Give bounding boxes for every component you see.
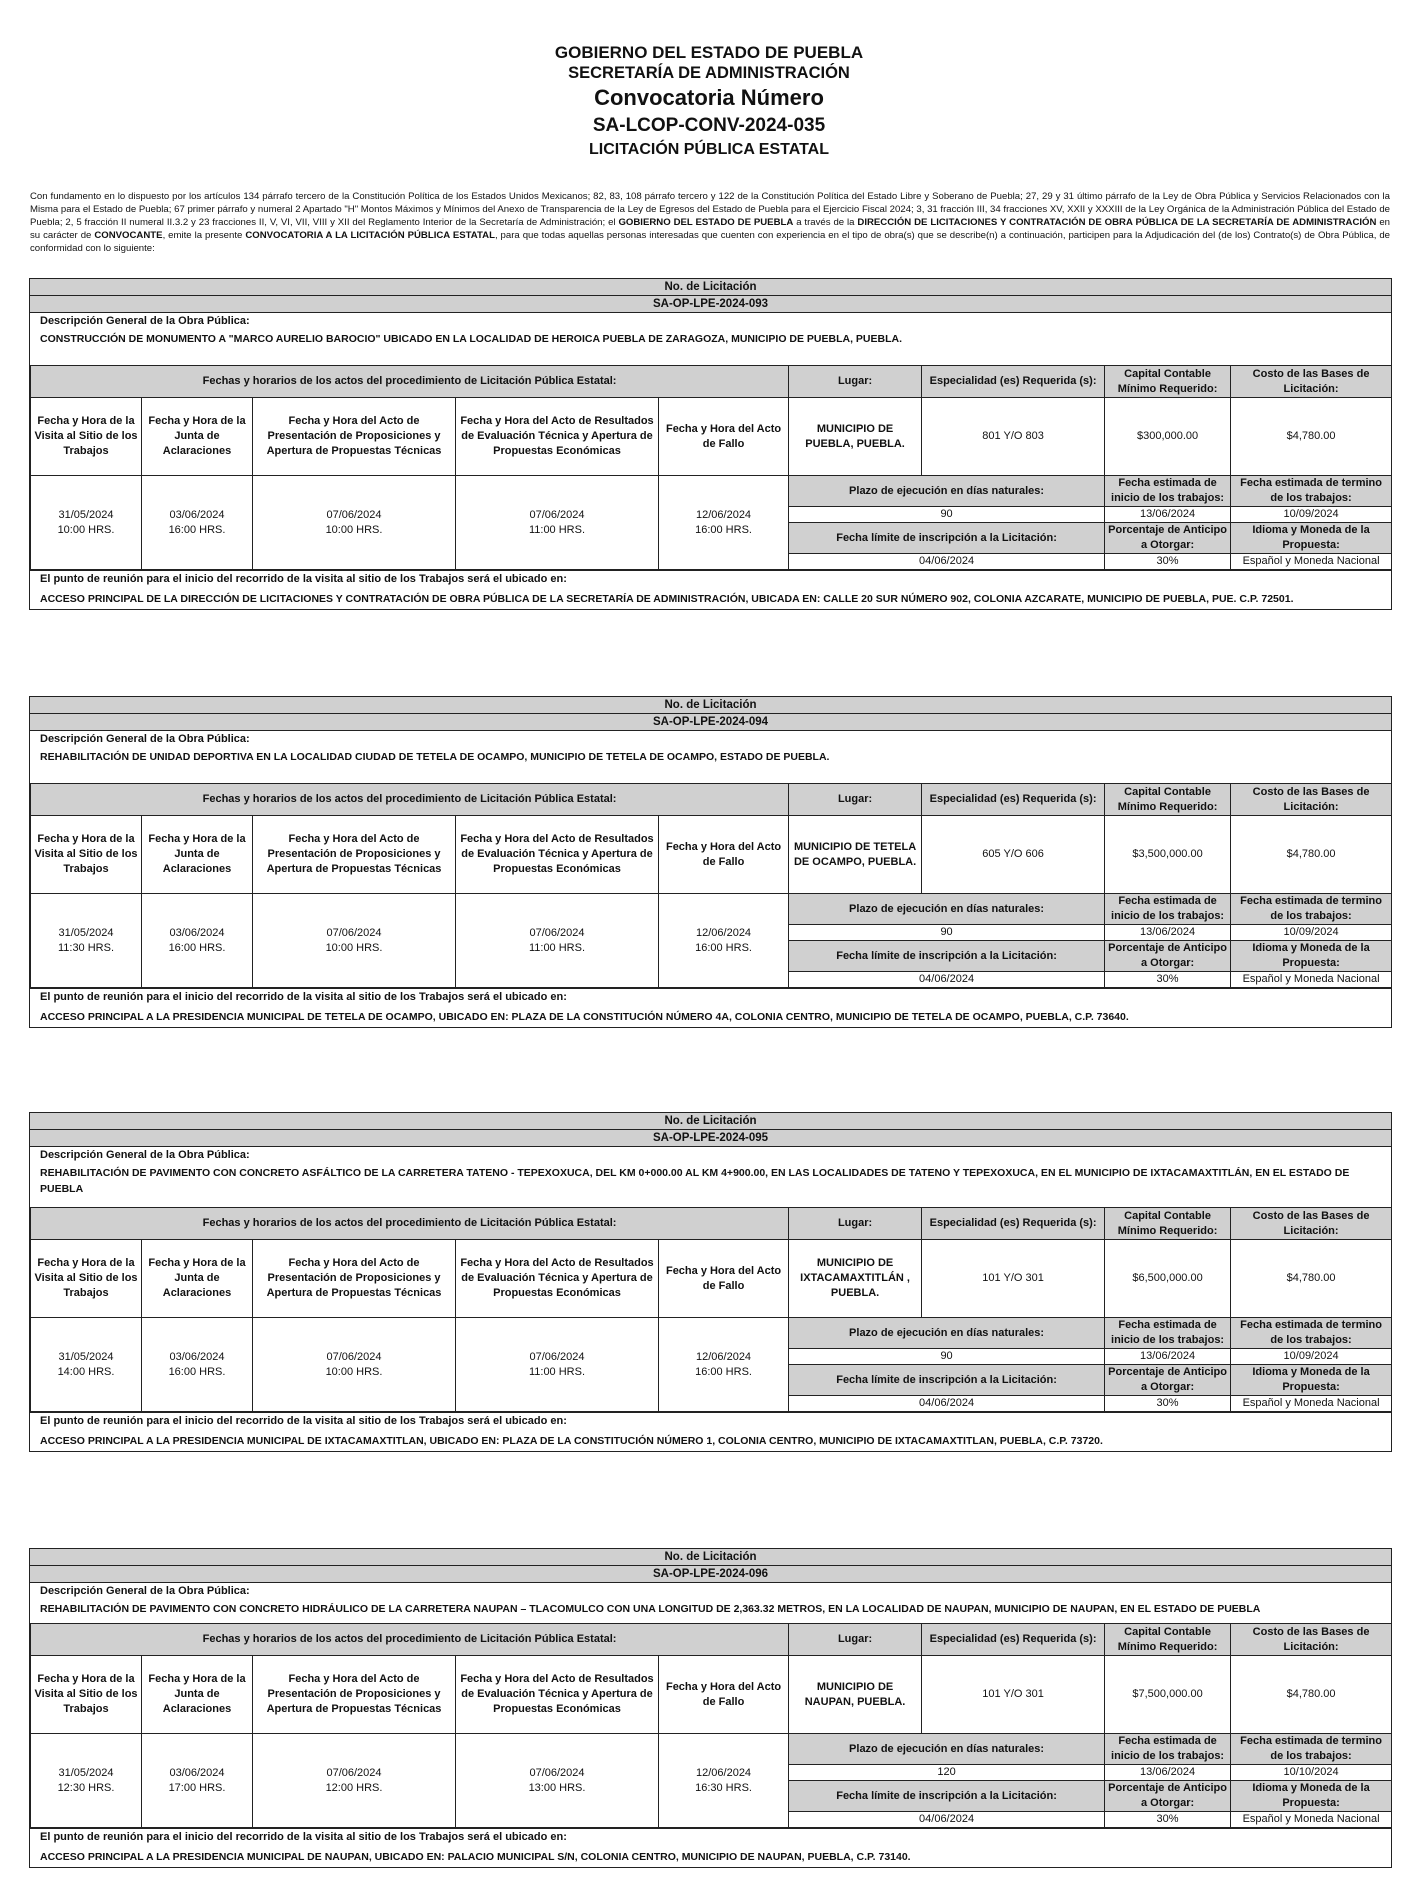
presentacion-value: 07/06/2024 10:00 HRS. — [253, 1318, 456, 1412]
lugar-header: Lugar: — [789, 1624, 922, 1656]
document-header — [0, 0, 1418, 161]
idioma-value: Español y Moneda Nacional — [1231, 972, 1392, 988]
inicio-value: 13/06/2024 — [1105, 507, 1231, 523]
capital-header: Capital Contable Mínimo Requerido: — [1105, 1624, 1231, 1656]
junta-header: Fecha y Hora de la Junta de Aclaraciones — [142, 398, 253, 476]
costo-header: Costo de las Bases de Licitación: — [1231, 366, 1392, 398]
capital-header: Capital Contable Mínimo Requerido: — [1105, 784, 1231, 816]
limite-value: 04/06/2024 — [789, 1396, 1105, 1412]
inicio-header: Fecha estimada de inicio de los trabajos: — [1105, 476, 1231, 507]
lugar-header: Lugar: — [789, 784, 922, 816]
resultados-header: Fecha y Hora del Acto de Resultados de Evaluación Técnica y Apertura de Propuestas Económicas — [456, 1656, 659, 1734]
fechas-horarios-header: Fechas y horarios de los actos del procedimiento de Licitación Pública Estatal: — [31, 1624, 789, 1656]
termino-header: Fecha estimada de termino de los trabajos: — [1231, 1734, 1392, 1765]
junta-header: Fecha y Hora de la Junta de Aclaraciones — [142, 816, 253, 894]
visita-value: 31/05/2024 10:00 HRS. — [31, 476, 142, 570]
especialidad-value: 605 Y/O 606 — [922, 816, 1105, 894]
idioma-header: Idioma y Moneda de la Propuesta: — [1231, 523, 1392, 554]
plazo-header: Plazo de ejecución en días naturales: — [789, 476, 1105, 507]
fechas-horarios-header: Fechas y horarios de los actos del procedimiento de Licitación Pública Estatal: — [31, 1208, 789, 1240]
costo-value: $4,780.00 — [1231, 398, 1392, 476]
descripcion-text: REHABILITACIÓN DE PAVIMENTO CON CONCRETO HIDRÁULICO DE LA CARRETERA NAUPAN – TLACOMULCO CON UNA LONGITUD DE 2,363.32 METROS, EN LA LOCALIDAD DE NAUPAN, MUNICIPIO DE NAUPAN, EN EL ESTADO DE PUEBLA — [40, 1603, 1261, 1615]
inicio-value: 13/06/2024 — [1105, 925, 1231, 941]
no-licitacion-label: No. de Licitación — [30, 1113, 1391, 1130]
idioma-value: Español y Moneda Nacional — [1231, 554, 1392, 570]
capital-header: Capital Contable Mínimo Requerido: — [1105, 366, 1231, 398]
capital-value: $3,500,000.00 — [1105, 816, 1231, 894]
lugar-value: MUNICIPIO DE NAUPAN, PUEBLA. — [789, 1656, 922, 1734]
licitacion-number: SA-OP-LPE-2024-095 — [30, 1130, 1391, 1147]
limite-value: 04/06/2024 — [789, 972, 1105, 988]
presentacion-header: Fecha y Hora del Acto de Presentación de Proposiciones y Apertura de Propuestas Técnicas — [253, 398, 456, 476]
resultados-value: 07/06/2024 13:00 HRS. — [456, 1734, 659, 1828]
no-licitacion-label: No. de Licitación — [30, 697, 1391, 714]
fallo-value: 12/06/2024 16:00 HRS. — [659, 1318, 789, 1412]
lugar-header: Lugar: — [789, 366, 922, 398]
anticipo-value: 30% — [1105, 1396, 1231, 1412]
plazo-header: Plazo de ejecución en días naturales: — [789, 894, 1105, 925]
punto-reunion-label: El punto de reunión para el inicio del recorrido de la visita al sitio de los Trabajos será el ubicado en: — [30, 988, 1391, 1005]
termino-value: 10/10/2024 — [1231, 1765, 1392, 1781]
visita-value: 31/05/2024 11:30 HRS. — [31, 894, 142, 988]
no-licitacion-label: No. de Licitación — [30, 1549, 1391, 1566]
visita-header: Fecha y Hora de la Visita al Sitio de los Trabajos — [31, 1656, 142, 1734]
descripcion-text: REHABILITACIÓN DE UNIDAD DEPORTIVA EN LA LOCALIDAD CIUDAD DE TETELA DE OCAMPO, MUNICIPIO DE TETELA DE OCAMPO, ESTADO DE PUEBLA. — [40, 751, 830, 763]
idioma-value: Español y Moneda Nacional — [1231, 1812, 1392, 1828]
termino-value: 10/09/2024 — [1231, 925, 1392, 941]
especialidad-value: 801 Y/O 803 — [922, 398, 1105, 476]
header-secretariat: SECRETARÍA DE ADMINISTRACIÓN — [568, 64, 850, 82]
fallo-value: 12/06/2024 16:00 HRS. — [659, 894, 789, 988]
lugar-value: MUNICIPIO DE TETELA DE OCAMPO, PUEBLA. — [789, 816, 922, 894]
termino-header: Fecha estimada de termino de los trabajos: — [1231, 894, 1392, 925]
inicio-header: Fecha estimada de inicio de los trabajos: — [1105, 1318, 1231, 1349]
especialidad-value: 101 Y/O 301 — [922, 1240, 1105, 1318]
idioma-value: Español y Moneda Nacional — [1231, 1396, 1392, 1412]
licitacion-block — [29, 1112, 1392, 1452]
costo-value: $4,780.00 — [1231, 816, 1392, 894]
descripcion-text: CONSTRUCCIÓN DE MONUMENTO A "MARCO AURELIO BAROCIO" UBICADO EN LA LOCALIDAD DE HEROICA PUEBLA DE ZARAGOZA, MUNICIPIO DE PUEBLA, PUEBLA. — [40, 333, 903, 345]
junta-header: Fecha y Hora de la Junta de Aclaraciones — [142, 1240, 253, 1318]
idioma-header: Idioma y Moneda de la Propuesta: — [1231, 1781, 1392, 1812]
anticipo-header: Porcentaje de Anticipo a Otorgar: — [1105, 941, 1231, 972]
punto-reunion-text: ACCESO PRINCIPAL A LA PRESIDENCIA MUNICIPAL DE TETELA DE OCAMPO, UBICADO EN: PLAZA DE LA CONSTITUCIÓN NÚMERO 4A, COLONIA CENTRO, MUNICIPIO DE TETELA DE OCAMPO, PUEBLA, C.P. 73640. — [40, 1011, 1129, 1023]
capital-value: $6,500,000.00 — [1105, 1240, 1231, 1318]
junta-value: 03/06/2024 16:00 HRS. — [142, 1318, 253, 1412]
anticipo-header: Porcentaje de Anticipo a Otorgar: — [1105, 1781, 1231, 1812]
fallo-header: Fecha y Hora del Acto de Fallo — [659, 1240, 789, 1318]
costo-value: $4,780.00 — [1231, 1656, 1392, 1734]
capital-header: Capital Contable Mínimo Requerido: — [1105, 1208, 1231, 1240]
plazo-value: 90 — [789, 925, 1105, 941]
punto-reunion-text: ACCESO PRINCIPAL A LA PRESIDENCIA MUNICIPAL DE NAUPAN, UBICADO EN: PALACIO MUNICIPAL S/N, COLONIA CENTRO, MUNICIPIO DE NAUPAN, PUEBLA, C.P. 73140. — [40, 1851, 911, 1863]
costo-header: Costo de las Bases de Licitación: — [1231, 1208, 1392, 1240]
inicio-value: 13/06/2024 — [1105, 1349, 1231, 1365]
especialidad-header: Especialidad (es) Requerida (s): — [922, 1208, 1105, 1240]
termino-value: 10/09/2024 — [1231, 507, 1392, 523]
fechas-horarios-header: Fechas y horarios de los actos del procedimiento de Licitación Pública Estatal: — [31, 784, 789, 816]
plazo-header: Plazo de ejecución en días naturales: — [789, 1734, 1105, 1765]
inicio-header: Fecha estimada de inicio de los trabajos: — [1105, 1734, 1231, 1765]
anticipo-header: Porcentaje de Anticipo a Otorgar: — [1105, 1365, 1231, 1396]
capital-value: $300,000.00 — [1105, 398, 1231, 476]
visita-value: 31/05/2024 14:00 HRS. — [31, 1318, 142, 1412]
anticipo-value: 30% — [1105, 554, 1231, 570]
plazo-value: 120 — [789, 1765, 1105, 1781]
capital-value: $7,500,000.00 — [1105, 1656, 1231, 1734]
termino-header: Fecha estimada de termino de los trabajos: — [1231, 1318, 1392, 1349]
no-licitacion-label: No. de Licitación — [30, 279, 1391, 296]
header-government: GOBIERNO DEL ESTADO DE PUEBLA — [554, 43, 864, 62]
licitacion-table — [30, 783, 1392, 988]
anticipo-value: 30% — [1105, 972, 1231, 988]
junta-value: 03/06/2024 16:00 HRS. — [142, 894, 253, 988]
descripcion-text: REHABILITACIÓN DE PAVIMENTO CON CONCRETO ASFÁLTICO DE LA CARRETERA TATENO - TEPEXOXUCA, DEL KM 0+000.00 AL KM 4+900.00, EN LAS LOCALIDADES DE TATENO Y TEPEXOXUCA, EN EL MUNICIPIO DE IXTACAMAXTITLÁN, EN EL ESTADO DE PUEBLA — [40, 1167, 1350, 1195]
licitacion-block — [29, 696, 1392, 1028]
punto-reunion-label: El punto de reunión para el inicio del recorrido de la visita al sitio de los Trabajos será el ubicado en: — [30, 1828, 1391, 1845]
limite-header: Fecha límite de inscripción a la Licitación: — [789, 523, 1105, 554]
visita-value: 31/05/2024 12:30 HRS. — [31, 1734, 142, 1828]
descripcion-label: Descripción General de la Obra Pública: — [40, 315, 250, 327]
termino-value: 10/09/2024 — [1231, 1349, 1392, 1365]
header-convocatoria-label: Convocatoria Número — [594, 85, 824, 110]
licitacion-block — [29, 278, 1392, 610]
licitacion-table — [30, 1623, 1392, 1828]
costo-value: $4,780.00 — [1231, 1240, 1392, 1318]
lugar-header: Lugar: — [789, 1208, 922, 1240]
presentacion-header: Fecha y Hora del Acto de Presentación de Proposiciones y Apertura de Propuestas Técnicas — [253, 1240, 456, 1318]
especialidad-value: 101 Y/O 301 — [922, 1656, 1105, 1734]
limite-value: 04/06/2024 — [789, 1812, 1105, 1828]
punto-reunion-text: ACCESO PRINCIPAL DE LA DIRECCIÓN DE LICITACIONES Y CONTRATACIÓN DE OBRA PÚBLICA DE LA SECRETARÍA DE ADMINISTRACIÓN, UBICADA EN: CALLE 20 SUR NÚMERO 902, COLONIA AZCARATE, MUNICIPIO DE PUEBLA, PUE. C.P. 72501. — [40, 593, 1294, 605]
costo-header: Costo de las Bases de Licitación: — [1231, 1624, 1392, 1656]
plazo-value: 90 — [789, 507, 1105, 523]
fallo-header: Fecha y Hora del Acto de Fallo — [659, 816, 789, 894]
presentacion-value: 07/06/2024 12:00 HRS. — [253, 1734, 456, 1828]
resultados-header: Fecha y Hora del Acto de Resultados de Evaluación Técnica y Apertura de Propuestas Económicas — [456, 1240, 659, 1318]
presentacion-header: Fecha y Hora del Acto de Presentación de Proposiciones y Apertura de Propuestas Técnicas — [253, 1656, 456, 1734]
punto-reunion-text: ACCESO PRINCIPAL A LA PRESIDENCIA MUNICIPAL DE IXTACAMAXTITLAN, UBICADO EN: PLAZA DE LA CONSTITUCIÓN NÚMERO 1, COLONIA CENTRO, MUNICIPIO DE IXTACAMAXTITLAN, PUEBLA, C.P. 73720. — [40, 1435, 1103, 1447]
especialidad-header: Especialidad (es) Requerida (s): — [922, 1624, 1105, 1656]
lugar-value: MUNICIPIO DE PUEBLA, PUEBLA. — [789, 398, 922, 476]
resultados-header: Fecha y Hora del Acto de Resultados de Evaluación Técnica y Apertura de Propuestas Económicas — [456, 816, 659, 894]
limite-header: Fecha límite de inscripción a la Licitación: — [789, 1365, 1105, 1396]
presentacion-header: Fecha y Hora del Acto de Presentación de Proposiciones y Apertura de Propuestas Técnicas — [253, 816, 456, 894]
inicio-header: Fecha estimada de inicio de los trabajos: — [1105, 894, 1231, 925]
licitacion-number: SA-OP-LPE-2024-094 — [30, 714, 1391, 731]
punto-reunion-label: El punto de reunión para el inicio del recorrido de la visita al sitio de los Trabajos será el ubicado en: — [30, 570, 1391, 587]
resultados-value: 07/06/2024 11:00 HRS. — [456, 1318, 659, 1412]
plazo-header: Plazo de ejecución en días naturales: — [789, 1318, 1105, 1349]
licitacion-table — [30, 365, 1392, 570]
licitacion-number: SA-OP-LPE-2024-096 — [30, 1566, 1391, 1583]
resultados-value: 07/06/2024 11:00 HRS. — [456, 894, 659, 988]
fallo-header: Fecha y Hora del Acto de Fallo — [659, 1656, 789, 1734]
limite-value: 04/06/2024 — [789, 554, 1105, 570]
junta-value: 03/06/2024 16:00 HRS. — [142, 476, 253, 570]
plazo-value: 90 — [789, 1349, 1105, 1365]
inicio-value: 13/06/2024 — [1105, 1765, 1231, 1781]
lugar-value: MUNICIPIO DE IXTACAMAXTITLÁN , PUEBLA. — [789, 1240, 922, 1318]
termino-header: Fecha estimada de termino de los trabajos: — [1231, 476, 1392, 507]
licitacion-table — [30, 1207, 1392, 1412]
descripcion-label: Descripción General de la Obra Pública: — [40, 733, 250, 745]
fallo-header: Fecha y Hora del Acto de Fallo — [659, 398, 789, 476]
fechas-horarios-header: Fechas y horarios de los actos del procedimiento de Licitación Pública Estatal: — [31, 366, 789, 398]
fallo-value: 12/06/2024 16:00 HRS. — [659, 476, 789, 570]
especialidad-header: Especialidad (es) Requerida (s): — [922, 784, 1105, 816]
junta-value: 03/06/2024 17:00 HRS. — [142, 1734, 253, 1828]
visita-header: Fecha y Hora de la Visita al Sitio de los Trabajos — [31, 1240, 142, 1318]
fallo-value: 12/06/2024 16:30 HRS. — [659, 1734, 789, 1828]
punto-reunion-label: El punto de reunión para el inicio del recorrido de la visita al sitio de los Trabajos será el ubicado en: — [30, 1412, 1391, 1429]
header-convocatoria-number: SA-LCOP-CONV-2024-035 — [592, 115, 826, 136]
idioma-header: Idioma y Moneda de la Propuesta: — [1231, 941, 1392, 972]
anticipo-header: Porcentaje de Anticipo a Otorgar: — [1105, 523, 1231, 554]
resultados-header: Fecha y Hora del Acto de Resultados de Evaluación Técnica y Apertura de Propuestas Económicas — [456, 398, 659, 476]
resultados-value: 07/06/2024 11:00 HRS. — [456, 476, 659, 570]
anticipo-value: 30% — [1105, 1812, 1231, 1828]
presentacion-value: 07/06/2024 10:00 HRS. — [253, 476, 456, 570]
visita-header: Fecha y Hora de la Visita al Sitio de los Trabajos — [31, 816, 142, 894]
descripcion-label: Descripción General de la Obra Pública: — [40, 1585, 250, 1597]
junta-header: Fecha y Hora de la Junta de Aclaraciones — [142, 1656, 253, 1734]
intro-paragraph: Con fundamento en lo dispuesto por los artículos 134 párrafo tercero de la Constitución Política de los Estados Unidos Mexicanos; 82, 83, 108 párrafo tercero y 122 de la Constitución Política del Estado Libre y Soberano de Puebla; 27, 29 y 31 último párrafo de la Ley de Obra Pública y Servicios Relacionados con la Misma para el Estado de Puebla; 67 primer párrafo y numeral 2 Apartado "H" Montos Máximos y Mínimos del Anexo de Transparencia de la Ley de Egresos del Estado de Puebla para el Ejercicio Fiscal 2024; 3, 31 fracción III, 34 fracciones XV, XXII y XXXIII de la Ley Orgánica de la Administración Pública del Estado de Puebla; 2, 5 fracción II numeral II.3.2 y 23 fracciones II, V, VI, VII, VIII y XII del Reglamento Interior de la Secretaría de Administración; el GOBIERNO DEL ESTADO DE PUEBLA a través de la DIRECCIÓN DE LICITACIONES Y CONTRATACIÓN DE OBRA PÚBLICA DE LA SECRETARÍA DE ADMINISTRACIÓN en su carácter de CONVOCANTE, emite la presente CONVOCATORIA A LA LICITACIÓN PÚBLICA ESTATAL, para que todas aquellas personas interesadas que cuenten con experiencia en el tipo de obra(s) que se describe(n) a continuación, participen para la Adjudicación del (de los) Contrato(s) de Obra Pública, de conformidad con lo siguiente: — [30, 191, 1391, 254]
limite-header: Fecha límite de inscripción a la Licitación: — [789, 941, 1105, 972]
limite-header: Fecha límite de inscripción a la Licitación: — [789, 1781, 1105, 1812]
licitacion-number: SA-OP-LPE-2024-093 — [30, 296, 1391, 313]
descripcion-label: Descripción General de la Obra Pública: — [40, 1149, 250, 1161]
header-licitacion-type: LICITACIÓN PÚBLICA ESTATAL — [589, 141, 829, 158]
costo-header: Costo de las Bases de Licitación: — [1231, 784, 1392, 816]
licitacion-block — [29, 1548, 1392, 1868]
especialidad-header: Especialidad (es) Requerida (s): — [922, 366, 1105, 398]
visita-header: Fecha y Hora de la Visita al Sitio de los Trabajos — [31, 398, 142, 476]
idioma-header: Idioma y Moneda de la Propuesta: — [1231, 1365, 1392, 1396]
presentacion-value: 07/06/2024 10:00 HRS. — [253, 894, 456, 988]
